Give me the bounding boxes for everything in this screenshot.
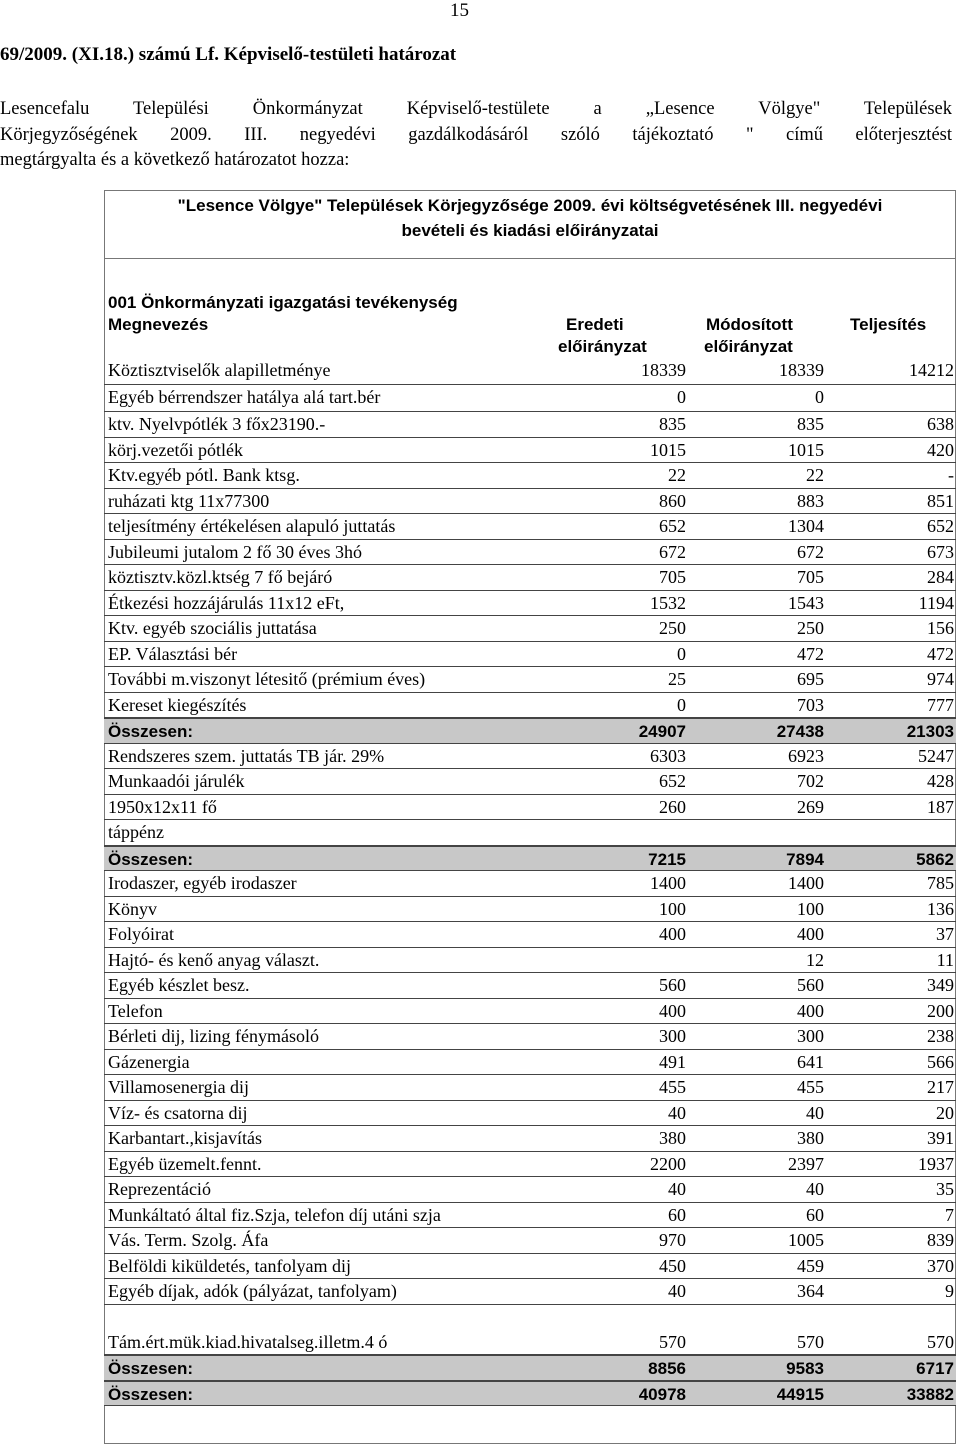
intro-line-2: Körjegyzőségének 2009. III. negyedévi gazdálkodásáról szóló tájékoztató " című előterjesztést (0, 124, 952, 145)
row-name: 1950x12x11 fő (108, 796, 217, 817)
row-fulfilled: 7 (945, 1204, 954, 1225)
row-name: Folyóirat (108, 924, 174, 944)
row-name: ktv. Nyelvpótlék 3 főx23190.- (108, 414, 326, 434)
row-original: 400 (659, 924, 686, 944)
row-fulfilled: 785 (927, 873, 954, 893)
row-modified: 705 (797, 567, 824, 587)
intro-paragraph (0, 97, 952, 174)
table-row (104, 744, 956, 770)
row-modified: 1015 (788, 439, 824, 460)
row-name: Munkáltató által fiz.Szja, telefon díj utáni szja (108, 1204, 441, 1225)
unit-title: 001 Önkormányzati igazgatási tevékenység (108, 293, 458, 312)
row-original: 860 (659, 490, 686, 511)
table-row (104, 948, 956, 974)
header-divider (104, 258, 956, 259)
row-fulfilled: 284 (927, 567, 954, 587)
row-name: köztisztv.közl.ktség 7 fő bejáró (108, 567, 333, 587)
intro-line-3: megtárgyalta és a következő határozatot hozza: (0, 150, 350, 170)
row-fulfilled: 217 (927, 1077, 954, 1097)
row-original: 570 (659, 1331, 686, 1352)
table-row (104, 1279, 956, 1305)
row-modified: 703 (797, 694, 824, 715)
row-fulfilled: 420 (927, 439, 954, 460)
row-modified: 400 (797, 924, 824, 944)
row-name: Tám.ért.mük.kiad.hivatalseg.illetm.4 ó (108, 1331, 388, 1352)
row-original: 835 (659, 414, 686, 434)
row-original: 672 (659, 541, 686, 562)
row-modified: 12 (806, 949, 824, 970)
row-modified: 672 (797, 541, 824, 562)
row-name: Összesen: (108, 722, 194, 741)
row-original: 705 (659, 567, 686, 587)
row-original: 40 (668, 1102, 686, 1123)
table-row (104, 385, 956, 412)
row-modified: 44915 (776, 1384, 824, 1404)
table-row (104, 438, 956, 464)
row-fulfilled: 14212 (909, 360, 954, 380)
row-original: 8856 (648, 1359, 686, 1378)
row-name: Köztisztviselők alapilletménye (108, 360, 331, 380)
row-name: Bérleti dij, lizing fénymásoló (108, 1026, 319, 1046)
total-row (104, 1381, 956, 1407)
row-fulfilled: 349 (927, 975, 954, 995)
row-original: 40978 (638, 1384, 686, 1404)
row-fulfilled: 6717 (916, 1359, 954, 1378)
col-name-header: Megnevezés (108, 315, 209, 334)
row-name: Jubileumi jutalom 2 fő 30 éves 3hó (108, 541, 362, 562)
row-name: Egyéb üzemelt.fennt. (108, 1153, 262, 1174)
row-original: 260 (659, 796, 686, 817)
row-name: Telefon (108, 1000, 163, 1021)
row-name: Egyéb készlet besz. (108, 975, 250, 995)
row-name: teljesítmény értékelésen alapuló juttatás (108, 516, 396, 536)
row-modified: 7894 (786, 849, 824, 869)
row-name: Étkezési hozzájárulás 11x12 eFt, (108, 592, 345, 613)
row-original: 60 (668, 1204, 686, 1225)
row-name: Kereset kiegészítés (108, 694, 247, 715)
row-modified: 472 (797, 643, 824, 664)
row-original: 40 (668, 1179, 686, 1199)
row-modified: 2397 (788, 1153, 824, 1174)
row-name: táppénz (108, 822, 164, 842)
row-original: 455 (659, 1077, 686, 1097)
row-modified: 400 (797, 1000, 824, 1021)
table-row (104, 1330, 956, 1356)
row-original: 6303 (650, 745, 686, 766)
row-name: Munkaadói járulék (108, 771, 245, 791)
total-row (104, 718, 956, 744)
row-original: 18339 (641, 360, 686, 380)
table-row (104, 999, 956, 1025)
row-name: Vás. Term. Szolg. Áfa (108, 1230, 269, 1250)
row-modified: 560 (797, 975, 824, 995)
table-row (104, 358, 956, 385)
row-modified: 1400 (788, 873, 824, 893)
row-original: 450 (659, 1255, 686, 1276)
row-original: 0 (677, 643, 686, 664)
row-name: Gázenergia (108, 1051, 190, 1072)
row-modified: 570 (797, 1331, 824, 1352)
row-modified: 1005 (788, 1230, 824, 1250)
row-modified: 364 (797, 1281, 824, 1301)
row-original: 0 (677, 387, 686, 407)
row-original: 1532 (650, 592, 686, 613)
row-fulfilled: 428 (927, 771, 954, 791)
row-modified: 269 (797, 796, 824, 817)
table-row (104, 1305, 956, 1330)
table-row (104, 591, 956, 617)
row-fulfilled: 472 (927, 643, 954, 664)
row-name: ruházati ktg 11x77300 (108, 490, 270, 511)
table-header-line-2: bevételi és kiadási előirányzatai (401, 221, 659, 240)
row-fulfilled: 652 (927, 516, 954, 536)
row-fulfilled: - (948, 465, 954, 485)
row-modified: 641 (797, 1051, 824, 1072)
table-row (104, 489, 956, 515)
intro-line-1: Lesencefalu Települési Önkormányzat Képviselő-testülete a „Lesence Völgye" Települések (0, 99, 952, 119)
row-name: Belföldi kiküldetés, tanfolyam dij (108, 1255, 351, 1276)
row-fulfilled: 136 (927, 898, 954, 919)
row-modified: 380 (797, 1128, 824, 1148)
row-fulfilled: 187 (927, 796, 954, 817)
row-name: Egyéb bérrendszer hatálya alá tart.bér (108, 387, 381, 407)
table-row (104, 1177, 956, 1203)
row-modified: 883 (797, 490, 824, 511)
row-modified: 1304 (788, 516, 824, 536)
row-fulfilled: 238 (927, 1026, 954, 1046)
row-fulfilled: 673 (927, 541, 954, 562)
row-name: EP. Választási bér (108, 643, 238, 664)
row-original: 560 (659, 975, 686, 995)
table-row (104, 1254, 956, 1280)
row-original: 380 (659, 1128, 686, 1148)
table-row (104, 1024, 956, 1050)
row-modified: 40 (806, 1102, 824, 1123)
row-modified: 27438 (776, 722, 824, 741)
table-header-line-1: "Lesence Völgye" Települések Körjegyzősége 2009. évi költségvetésének III. negyedévi (177, 196, 883, 215)
table-row (104, 565, 956, 591)
col-fulfilled-header: Teljesítés (850, 315, 927, 334)
col-modified-header: Módosított (706, 315, 793, 334)
table-row (104, 820, 956, 846)
row-fulfilled: 974 (927, 669, 954, 689)
row-original: 300 (659, 1026, 686, 1046)
table-row (104, 514, 956, 540)
col-original-header-2: előirányzat (558, 337, 647, 356)
row-original: 400 (659, 1000, 686, 1021)
row-name: További m.viszonyt létesitő (prémium éves) (108, 669, 426, 689)
table-row (104, 540, 956, 566)
table-row (104, 1228, 956, 1254)
table-row (104, 1050, 956, 1076)
table-body (104, 358, 956, 1406)
table-row (104, 1126, 956, 1152)
table-row (104, 795, 956, 821)
row-original: 7215 (648, 849, 686, 869)
row-modified: 300 (797, 1026, 824, 1046)
row-fulfilled: 5247 (918, 745, 954, 766)
row-modified: 100 (797, 898, 824, 919)
row-modified: 459 (797, 1255, 824, 1276)
table-row (104, 693, 956, 719)
table-row (104, 412, 956, 438)
row-original: 250 (659, 618, 686, 638)
row-fulfilled: 370 (927, 1255, 954, 1276)
row-original: 491 (659, 1051, 686, 1072)
row-name: Összesen: (108, 1384, 194, 1404)
table-row (104, 973, 956, 999)
row-modified: 6923 (788, 745, 824, 766)
row-modified: 9583 (786, 1359, 824, 1378)
row-fulfilled: 391 (927, 1128, 954, 1148)
row-fulfilled: 20 (936, 1102, 954, 1123)
table-row (104, 897, 956, 923)
table-row (104, 616, 956, 642)
table-row (104, 1075, 956, 1101)
total-row (104, 846, 956, 872)
row-name: Összesen: (108, 849, 194, 869)
row-fulfilled: 570 (927, 1331, 954, 1352)
row-original: 40 (668, 1281, 686, 1301)
table-row (104, 463, 956, 489)
row-fulfilled: 9 (945, 1281, 954, 1301)
total-row (104, 1355, 956, 1381)
row-modified: 835 (797, 414, 824, 434)
row-modified: 702 (797, 771, 824, 791)
table-row (104, 871, 956, 897)
row-modified: 695 (797, 669, 824, 689)
row-fulfilled: 5862 (916, 849, 954, 869)
row-modified: 60 (806, 1204, 824, 1225)
row-original: 1015 (650, 439, 686, 460)
page-number: 15 (450, 0, 469, 21)
row-name: Ktv. egyéb szociális juttatása (108, 618, 317, 638)
table-row (104, 769, 956, 795)
row-original: 22 (668, 465, 686, 485)
table-row (104, 1203, 956, 1229)
row-name: Könyv (108, 898, 157, 919)
row-modified: 40 (806, 1179, 824, 1199)
table-row (104, 1101, 956, 1127)
table-header (104, 193, 956, 243)
row-name: Hajtó- és kenő anyag választ. (108, 949, 320, 970)
row-fulfilled: 1937 (918, 1153, 954, 1174)
row-name: Víz- és csatorna dij (108, 1102, 248, 1123)
row-name: Karbantart.,kisjavítás (108, 1128, 262, 1148)
row-fulfilled: 1194 (918, 592, 954, 613)
row-fulfilled: 35 (936, 1179, 954, 1199)
row-fulfilled: 21303 (906, 722, 954, 741)
row-fulfilled: 33882 (906, 1384, 954, 1404)
row-name: Összesen: (108, 1359, 194, 1378)
row-modified: 250 (797, 618, 824, 638)
row-original: 24907 (638, 722, 686, 741)
row-original: 652 (659, 771, 686, 791)
row-modified: 0 (815, 387, 824, 407)
row-fulfilled: 851 (927, 490, 954, 511)
row-name: Egyéb díjak, adók (pályázat, tanfolyam) (108, 1281, 397, 1301)
table-row (104, 667, 956, 693)
row-fulfilled: 156 (927, 618, 954, 638)
col-original-header: Eredeti (566, 315, 624, 334)
table-row (104, 1152, 956, 1178)
row-name: Reprezentáció (108, 1179, 211, 1199)
row-modified: 18339 (779, 360, 824, 380)
row-original: 652 (659, 516, 686, 536)
row-original: 0 (677, 694, 686, 715)
row-name: Irodaszer, egyéb irodaszer (108, 873, 297, 893)
row-fulfilled: 11 (936, 949, 954, 970)
row-fulfilled: 566 (927, 1051, 954, 1072)
row-name: Villamosenergia dij (108, 1077, 250, 1097)
table-row (104, 642, 956, 668)
row-modified: 1543 (788, 592, 824, 613)
row-name: Ktv.egyéb pótl. Bank ktsg. (108, 465, 300, 485)
row-fulfilled: 37 (936, 924, 954, 944)
row-fulfilled: 777 (927, 694, 954, 715)
col-modified-header-2: előirányzat (704, 337, 793, 356)
row-original: 970 (659, 1230, 686, 1250)
row-name: Rendszeres szem. juttatás TB jár. 29% (108, 745, 385, 766)
row-modified: 22 (806, 465, 824, 485)
row-name: körj.vezetői pótlék (108, 439, 243, 460)
row-modified: 455 (797, 1077, 824, 1097)
row-fulfilled: 638 (927, 414, 954, 434)
column-headers (104, 314, 956, 358)
row-original: 25 (668, 669, 686, 689)
row-original: 1400 (650, 873, 686, 893)
budget-table (104, 292, 956, 1406)
table-row (104, 922, 956, 948)
row-fulfilled: 839 (927, 1230, 954, 1250)
row-original: 2200 (650, 1153, 686, 1174)
resolution-title: 69/2009. (XI.18.) számú Lf. Képviselő-testületi határozat (0, 44, 457, 65)
row-original: 100 (659, 898, 686, 919)
row-fulfilled: 200 (927, 1000, 954, 1021)
